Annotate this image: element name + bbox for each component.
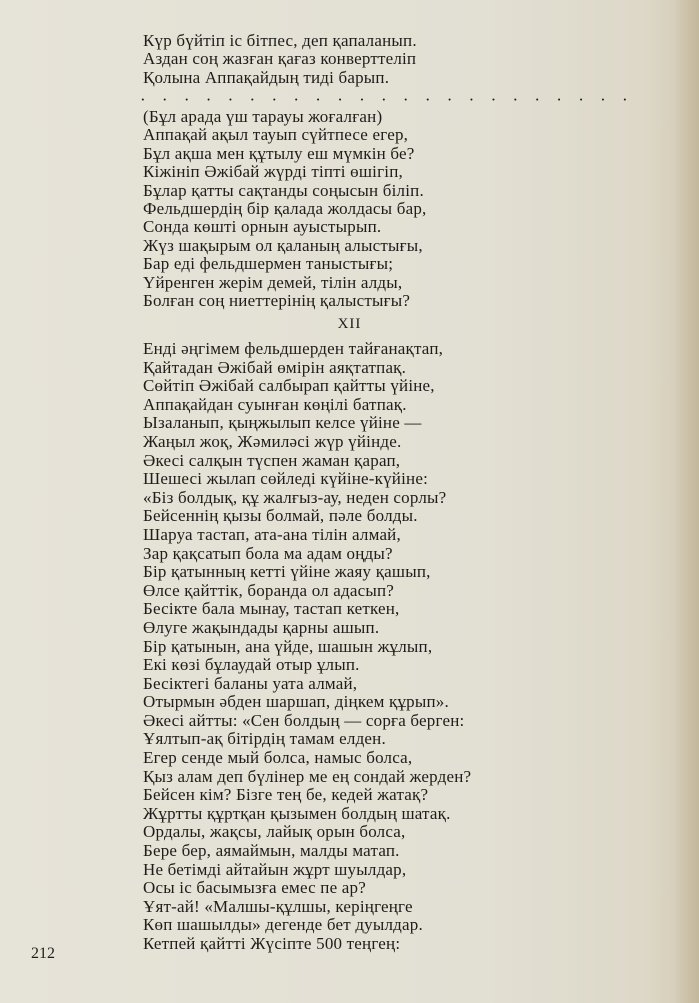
verse-line: Егер сенде мый болса, намыс болса,	[143, 748, 413, 768]
verse-line: Аппақайдан суынған көңілі батпақ.	[143, 394, 407, 414]
verse-line: Ызаланып, қыңжылып келсе үйіне —	[143, 413, 422, 433]
verse-line: Қолына Аппақайдың тиді барып.	[143, 67, 390, 87]
verse-line: Бұлар қатты сақтанды соңысын біліп.	[143, 180, 424, 200]
verse-line: Екі көзі бұлаудай отыр ұлып.	[143, 655, 360, 675]
verse-line: Ордалы, жақсы, лайық орын болса,	[143, 822, 406, 842]
verse-line: Өлуге жақындады қарны ашып.	[143, 617, 380, 637]
verse-line: Қайтадан Әжібай өмірін аяқтатпақ.	[143, 357, 407, 377]
verse-line: Бір қатынын, ана үйде, шашын жұлып,	[143, 636, 433, 656]
verse-line: Шешесі жылап сөйледі күйіне-күйіне:	[143, 469, 428, 489]
verse-line: Өлсе қайттік, боранда ол адасып?	[143, 580, 395, 600]
verse-line: Жаңыл жоқ, Жәмиләсі жүр үйінде.	[143, 431, 402, 451]
verse-line: Әкесі салқын түспен жаман қарап,	[143, 450, 401, 470]
verse-line: Бейсеннің қызы болмай, пәле болды.	[143, 506, 418, 526]
verse-line: Үйренген жерім демей, тілін алды,	[143, 272, 403, 292]
verse-line: Жүз шақырым ол қаланың алыстығы,	[143, 235, 423, 255]
verse-line: Аппақай ақыл тауып сүйтпесе егер,	[143, 125, 409, 145]
page-number: 212	[31, 945, 55, 962]
verse-block-middle	[143, 108, 573, 310]
verse-block-top	[143, 32, 573, 87]
verse-line: Отырмын әбден шаршап, діңкем құрып».	[143, 692, 449, 712]
verse-line: Ұят-ай! «Малшы-құлшы, керіңгеңге	[143, 896, 413, 916]
chapter-heading: XII	[337, 316, 362, 332]
verse-line: Бесіктегі баланы уата алмай,	[143, 673, 358, 693]
verse-line: Енді әңгімем фельдшерден тайғанақтап,	[143, 339, 444, 358]
verse-line: Жұртты құртқан қызымен болдың шатақ.	[143, 803, 451, 823]
verse-line: (Бұл арада үш тарауы жоғалған)	[143, 107, 383, 126]
verse-line: Зар қақсатып бола ма адам оңды?	[143, 543, 393, 563]
verse-line: Кетпей қайтті Жүсіпте 500 теңгең:	[143, 934, 401, 953]
verse-line: Аздан соң жазған қағаз конверттеліп	[143, 49, 417, 69]
verse-line: Бере бер, аямаймын, малды матап.	[143, 841, 400, 861]
verse-line: «Біз болдық, құ жалғыз-ау, неден сорлы?	[143, 487, 447, 507]
verse-line: Осы іс басымызға емес пе ар?	[143, 878, 366, 898]
verse-line: Бір қатынның кетті үйіне жаяу қашып,	[143, 562, 431, 582]
verse-line: Бұл ақша мен құтылу еш мүмкін бе?	[143, 143, 415, 163]
verse-line: Ұялтып-ақ бітірдің тамам елден.	[143, 729, 386, 749]
ellipsis-separator: · · · · · · · · · · · · · · · · · · · · · · ·	[140, 90, 634, 109]
verse-line: Қыз алам деп бүлінер ме ең сондай жерден?	[143, 766, 472, 786]
verse-line: Көп шашылды» дегенде бет дуылдар.	[143, 915, 423, 935]
verse-line: Бейсен кім? Бізге тең бе, кедей жатақ?	[143, 785, 429, 805]
page-spine-shadow	[673, 0, 699, 1003]
verse-line: Шаруа тастап, ата-ана тілін алмай,	[143, 524, 401, 544]
verse-line: Сөйтіп Әжібай салбырап қайтты үйіне,	[143, 376, 435, 396]
verse-line: Әкесі айтты: «Сен болдың — сорға берген:	[143, 710, 465, 730]
verse-line: Не бетімді айтайын жұрт шуылдар,	[143, 859, 407, 879]
verse-line: Фельдшердің бір қалада жолдасы бар,	[143, 198, 427, 218]
verse-block-main	[143, 340, 573, 954]
verse-line: Бар еді фельдшермен таныстығы;	[143, 254, 394, 274]
verse-line: Күр бүйтіп іс бітпес, деп қапаланып.	[143, 31, 417, 50]
verse-line: Кіжініп Әжібай жүрді тіпті өшігіп,	[143, 162, 403, 182]
verse-line: Бесікте бала мынау, тастап кеткен,	[143, 599, 400, 619]
verse-line: Болған соң ниеттерінің қалыстығы?	[143, 290, 411, 310]
verse-line: Сонда көшті орнын ауыстырып.	[143, 217, 382, 237]
